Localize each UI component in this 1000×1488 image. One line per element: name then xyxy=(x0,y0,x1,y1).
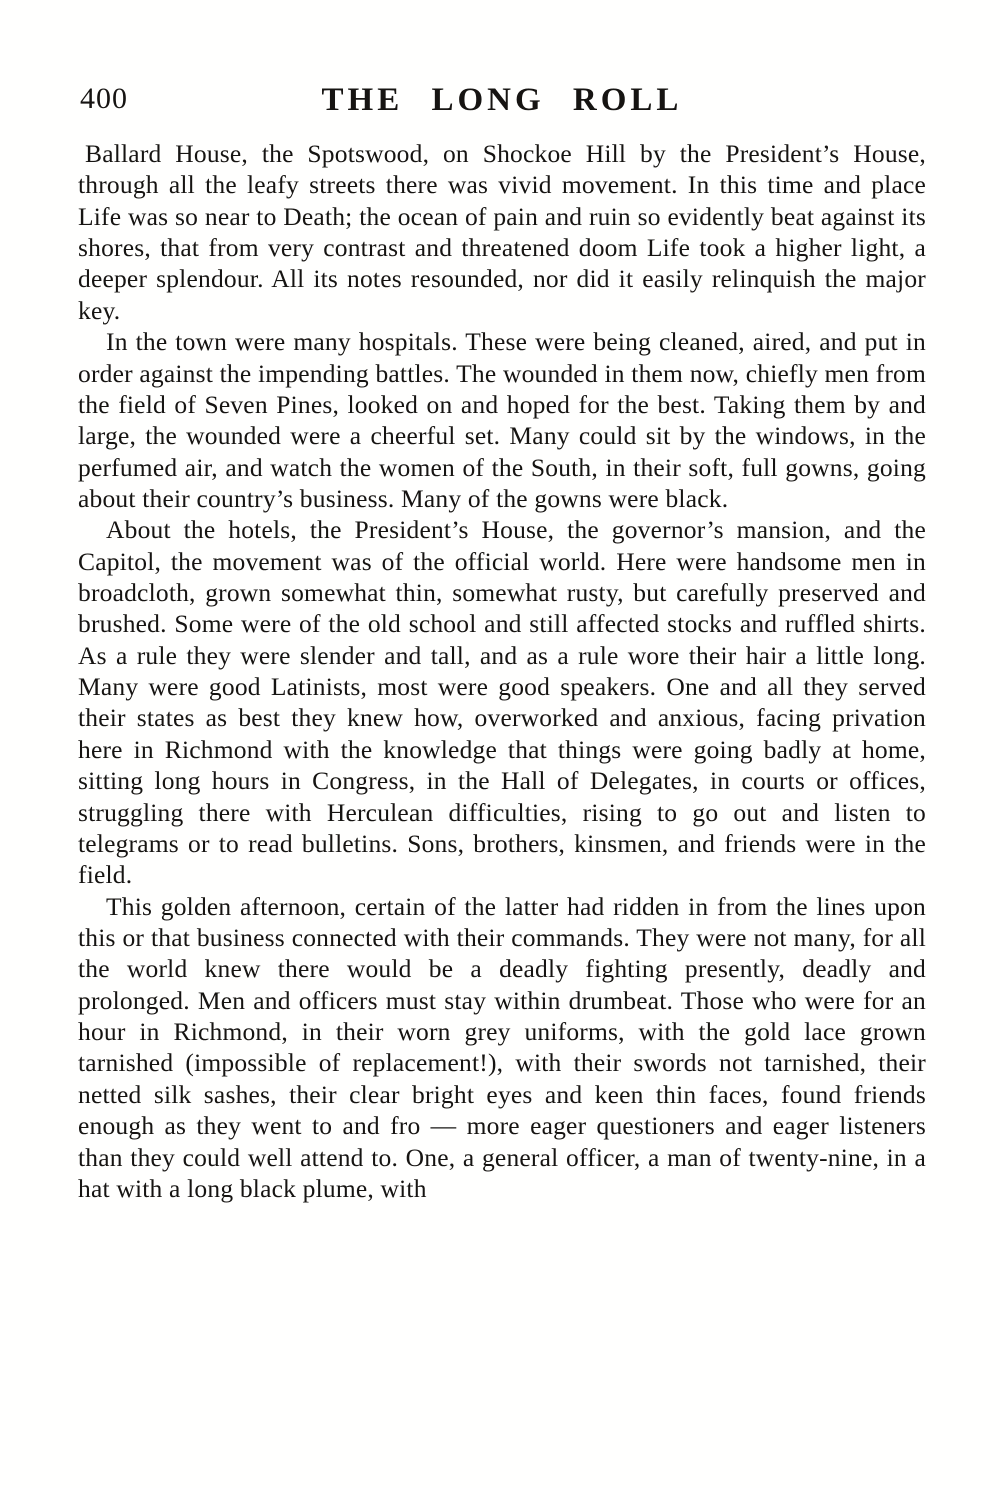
page-header xyxy=(78,76,926,124)
page-number: 400 xyxy=(80,82,128,115)
paragraph-3: About the hotels, the President’s House, the governor’s mansion, and the Capitol, the movement was of the official world. Here were handsome men in broadcloth, grown somewhat thin, somewhat rusty, but carefully preserved and brushed. Some were of the old school and still affected stocks and ruffled shirts. As a rule they were slender and tall, and as a rule wore their hair a little long. Many were good Latinists, most were good speakers. One and all they served their states as best they knew how, overworked and anxious, facing privation here in Richmond with the knowledge that things were going badly at home, sitting long hours in Congress, in the Hall of Delegates, in courts or offices, struggling there with Herculean difficulties, rising to go out and listen to telegrams or to read bulletins. Sons, brothers, kinsmen, and friends were in the field. xyxy=(78,515,926,890)
running-title: THE LONG ROLL xyxy=(321,82,683,118)
paragraph-4: This golden afternoon, certain of the latter had ridden in from the lines upon this or that business connected with their commands. They were not many, for all the world knew there would be a deadly fighting presently, deadly and prolonged. Men and officers must stay within drumbeat. Those who were for an hour in Richmond, in their worn grey uniforms, with the gold lace grown tarnished (impossible of replacement!), with their swords not tarnished, their netted silk sashes, their clear bright eyes and keen thin faces, found friends enough as they went to and fro — more eager questioners and eager listeners than they could well attend to. One, a general officer, a man of twenty-nine, in a hat with a long black plume, with xyxy=(78,891,926,1203)
paragraph-2: In the town were many hospitals. These were being cleaned, aired, and put in order against the impending battles. The wounded in them now, chiefly men from the field of Seven Pines, looked on and hoped for the best. Taking them by and large, the wounded were a cheerful set. Many could sit by the windows, in the perfumed air, and watch the women of the South, in their soft, full gowns, going about their country’s business. Many of the gowns were black. xyxy=(78,327,926,513)
paragraph-1: Ballard House, the Spotswood, on Shockoe Hill by the President’s House, through all the leafy streets there was vivid movement. In this time and place Life was so near to Death; the ocean of pain and ruin so evidently beat against its shores, that from very contrast and threatened doom Life took a higher light, a deeper splendour. All its notes resounded, nor did it easily relinquish the major key. xyxy=(78,139,926,325)
text-block xyxy=(78,138,926,1204)
